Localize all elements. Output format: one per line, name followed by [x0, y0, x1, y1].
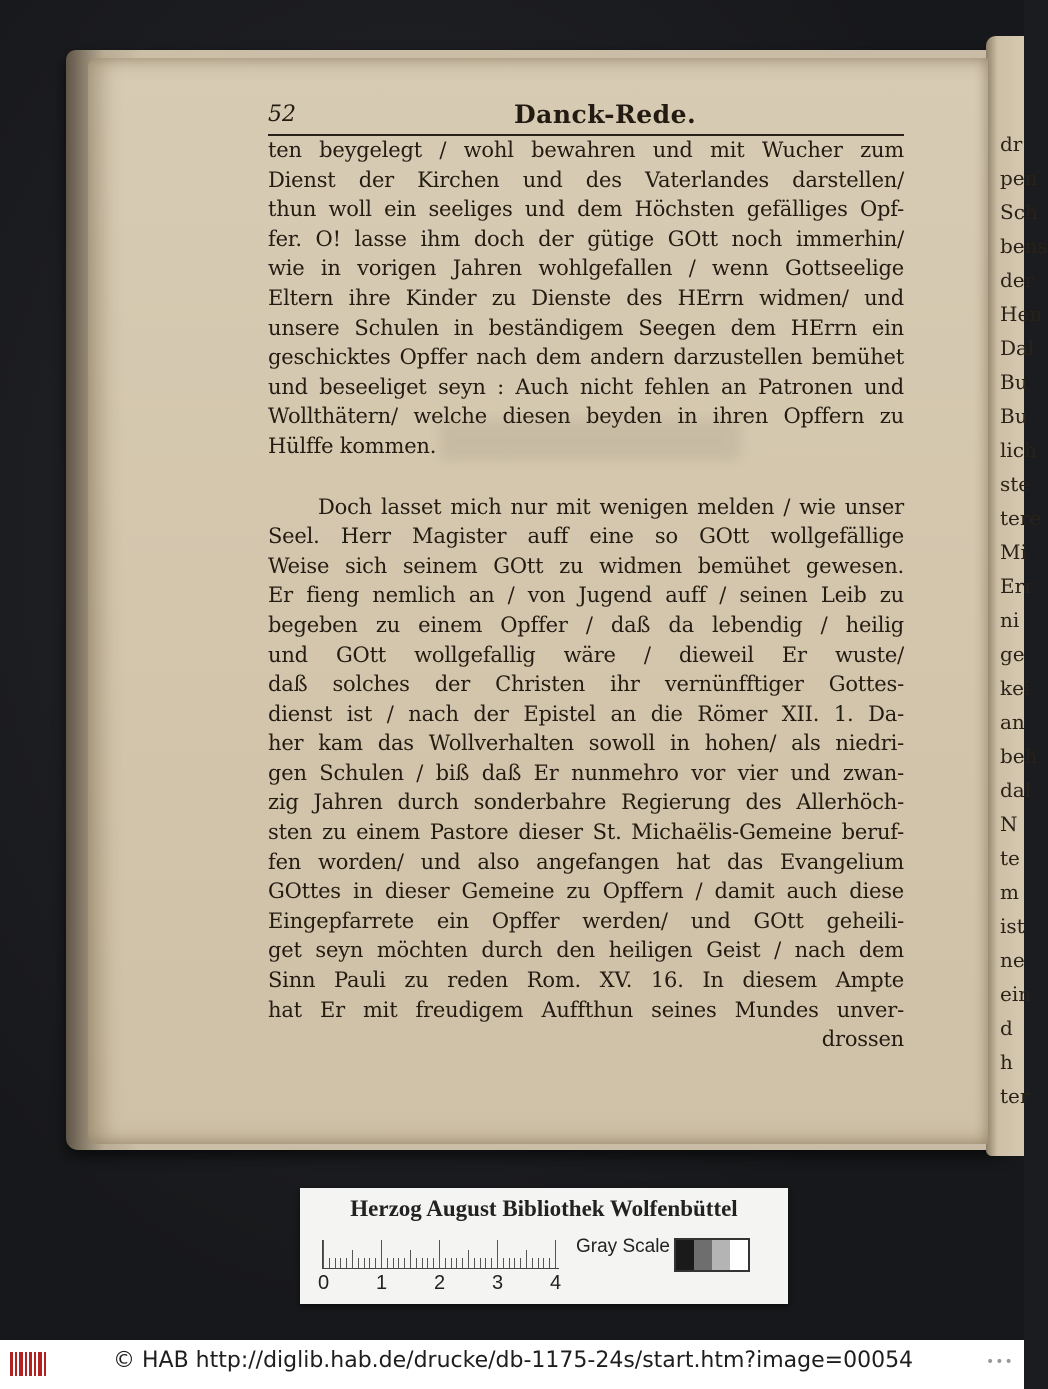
ruler-tick [369, 1258, 370, 1268]
ruler-tick [543, 1258, 544, 1268]
ruler-tick [439, 1240, 440, 1268]
gray-swatch [712, 1240, 730, 1270]
ruler-tick [416, 1258, 417, 1268]
ruler-tick [358, 1258, 359, 1268]
facing-page-fragment: ist [1000, 914, 1025, 938]
ruler-tick [398, 1258, 399, 1268]
text-line: Er fieng nemlich an / von Jugend auff / seinen Leib zu [268, 583, 904, 608]
paragraph-gap [268, 462, 904, 493]
facing-page-fragment: Dal [1000, 336, 1035, 360]
hab-barcode-logo-icon[interactable] [10, 1348, 46, 1380]
page-header [268, 100, 904, 136]
facing-page-fragment: kei [1000, 676, 1031, 700]
footer-bar [0, 1340, 1024, 1389]
ruler-tick [352, 1250, 353, 1268]
ruler-tick [514, 1258, 515, 1268]
text-line: get seyn möchten durch den heiligen Geist / nach dem [268, 938, 904, 963]
text-line: gen Schulen / biß daß Er nunmehro vor vier und zwan- [268, 760, 904, 785]
text-line: Hülffe kommen. [268, 433, 437, 458]
text-line: geschicktes Opffer nach dem andern darzustellen bemühet [268, 345, 904, 370]
ruler-tick [485, 1258, 486, 1268]
text-line: Wollthätern/ welche diesen beyden in ihren Opffern zu [268, 404, 904, 429]
more-options-icon[interactable]: ••• [986, 1354, 1014, 1370]
ruler-label: 1 [376, 1272, 388, 1294]
facing-page-fragment: tere [1000, 506, 1042, 530]
ruler-tick [474, 1258, 475, 1268]
text-line: ten beygelegt / wohl bewahren und mit Wucher zum [268, 138, 904, 162]
ruler-tick [381, 1240, 382, 1268]
ruler-tick [410, 1250, 411, 1268]
text-line: Dienst der Kirchen und des Vaterlandes darstellen/ [268, 167, 904, 192]
text-line: thun woll ein seeliges und dem Höchsten gefälliges Opf- [268, 197, 904, 222]
facing-page-edge [986, 36, 1048, 1156]
ruler-tick [323, 1240, 324, 1268]
ruler-tick [456, 1258, 457, 1268]
text-line: fen worden/ und also angefangen hat das Evangelium [268, 849, 904, 874]
ruler-tick [497, 1240, 498, 1268]
facing-page-fragment: Hen [1000, 302, 1043, 326]
ruler-tick [480, 1258, 481, 1268]
gray-scale-swatches [674, 1238, 750, 1272]
text-line: hat Er mit freudigem Auffthun seines Mundes unver- [268, 997, 904, 1022]
ruler-tick [503, 1258, 504, 1268]
ruler-tick [340, 1258, 341, 1268]
facing-page-fragment: N [1000, 812, 1018, 836]
text-line: fer. O! lasse ihm doch der gütige GOtt noch immerhin/ [268, 226, 904, 251]
facing-page-fragment: Sch [1000, 200, 1038, 224]
facing-page-fragment: Bu [1000, 404, 1028, 428]
ruler-tick [329, 1258, 330, 1268]
ruler-label: 2 [434, 1272, 446, 1294]
ruler-tick [462, 1258, 463, 1268]
running-title: Danck-Rede. [514, 100, 697, 129]
text-line: Seel. Herr Magister auff eine so GOtt wollgefällige [268, 524, 904, 549]
facing-page-fragment: beh [1000, 744, 1038, 768]
paragraph-2 [268, 493, 904, 1026]
measurement-ruler [322, 1240, 559, 1269]
facing-page-fragment: Bu [1000, 370, 1028, 394]
text-line: und GOtt wollgefallig wäre / dieweil Er wuste/ [268, 642, 904, 667]
ruler-tick [520, 1258, 521, 1268]
facing-page-fragment: ste [1000, 472, 1031, 496]
text-line: Eltern ihre Kinder zu Dienste des HErrn widmen/ und [268, 285, 904, 310]
facing-page-fragment: Mi [1000, 540, 1027, 564]
ruler-tick [451, 1258, 452, 1268]
card-title: Herzog August Bibliothek Wolfenbüttel [350, 1196, 738, 1221]
text-line: und beseeliget seyn : Auch nicht fehlen an Patronen und [268, 374, 904, 399]
ruler-tick [422, 1258, 423, 1268]
ruler-tick [491, 1258, 492, 1268]
ruler-label: 3 [492, 1272, 504, 1294]
text-line: daß solches der Christen ihr vernünfftiger Gottes- [268, 672, 904, 697]
facing-page-fragment: der [1000, 268, 1035, 292]
ruler-tick [387, 1258, 388, 1268]
ruler-tick [433, 1258, 434, 1268]
ruler-tick [532, 1258, 533, 1268]
ruler-tick [549, 1258, 550, 1268]
ruler-tick [364, 1258, 365, 1268]
facing-page-fragment: lich [1000, 438, 1037, 462]
text-line: Doch lasset mich nur mit wenigen melden / wie unser [318, 494, 904, 519]
gray-swatch [694, 1240, 712, 1270]
facing-page-fragment: an [1000, 710, 1025, 734]
facing-page-fragment: m [1000, 880, 1019, 904]
ruler-tick [393, 1258, 394, 1268]
text-line: begeben zu einem Opffer / daß da lebendig / heilig [268, 612, 904, 637]
facing-page-fragment: Err [1000, 574, 1034, 598]
facing-page-fragment: ne [1000, 948, 1025, 972]
facing-page-fragment: ter [1000, 1084, 1030, 1108]
ruler-tick [555, 1240, 556, 1268]
gray-swatch [730, 1240, 748, 1270]
text-line: wie in vorigen Jahren wohlgefallen / wenn Gottseelige [268, 256, 904, 281]
text-line: Weise sich seinem GOtt zu widmen bemühet gewesen. [268, 553, 904, 578]
ruler-tick [335, 1258, 336, 1268]
ruler-tick [445, 1258, 446, 1268]
text-line: GOttes in dieser Gemeine zu Opffern / damit auch diese [268, 879, 904, 904]
text-line: her kam das Wollverhalten sowoll in hohen/ als niedri- [268, 731, 904, 756]
text-line: zig Jahren durch sonderbahre Regierung des Allerhöch- [268, 790, 904, 815]
text-line: unsere Schulen in beständigem Seegen dem HErrn ein [268, 315, 904, 340]
color-calibration-card [300, 1188, 788, 1304]
facing-page-fragment: pen [1000, 166, 1038, 190]
ruler-label: 0 [318, 1272, 330, 1294]
ruler-tick [346, 1258, 347, 1268]
ruler-tick [538, 1258, 539, 1268]
page-number: 52 [268, 102, 296, 127]
ruler-tick [375, 1258, 376, 1268]
page-text [268, 136, 904, 1055]
facing-page-fragment: te [1000, 846, 1020, 870]
ruler-tick [509, 1258, 510, 1268]
text-line: Sinn Pauli zu reden Rom. XV. 16. In diesem Ampte [268, 968, 904, 993]
ruler-tick [427, 1258, 428, 1268]
copyright-link[interactable]: © HAB http://diglib.hab.de/drucke/db-1175-24s/start.htm?image=00054 [113, 1348, 914, 1373]
facing-page-fragment: h [1000, 1050, 1013, 1074]
text-line: sten zu einem Pastore dieser St. Michaëlis-Gemeine beruf- [268, 820, 904, 845]
ruler-tick [404, 1258, 405, 1268]
facing-page-fragment: dal [1000, 778, 1032, 802]
facing-page-fragment: ni [1000, 608, 1020, 632]
ruler-tick [526, 1250, 527, 1268]
catchword: drossen [821, 1027, 904, 1052]
ruler-tick [468, 1250, 469, 1268]
paragraph-1 [268, 136, 904, 462]
facing-page-fragment: dr [1000, 132, 1023, 156]
facing-page-fragment: d [1000, 1016, 1013, 1040]
facing-page-fragment: ge [1000, 642, 1025, 666]
gray-swatch [676, 1240, 694, 1270]
text-line: Eingepfarrete ein Opffer werden/ und GOtt geheili- [268, 908, 904, 933]
facing-page-fragment: bens [1000, 234, 1048, 258]
ruler-label: 4 [550, 1272, 562, 1294]
gray-scale-label: Gray Scale [576, 1236, 670, 1257]
text-line: dienst ist / nach der Epistel an die Römer XII. 1. Da- [268, 701, 904, 726]
facing-page-fragment: ein [1000, 982, 1032, 1006]
